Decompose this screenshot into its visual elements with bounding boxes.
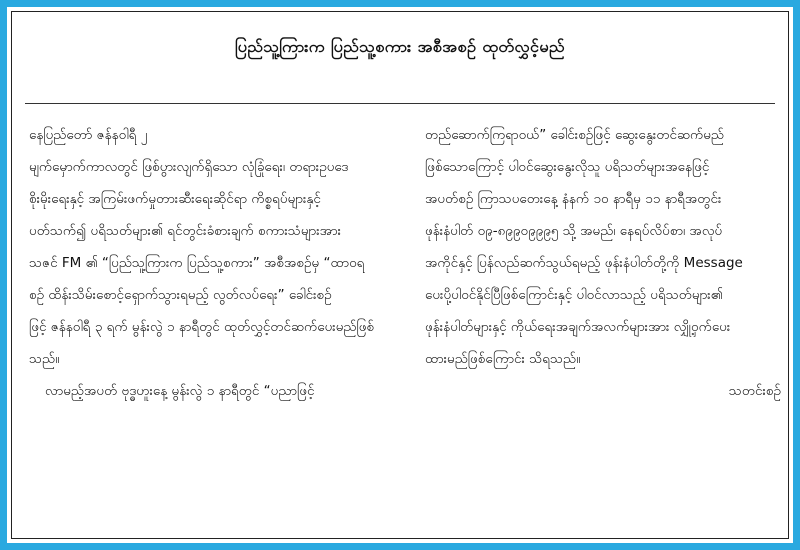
- body-line: ပတ်သက်၍ ပရိသတ်များ၏ ရင်တွင်းခံစားချက် စကားသံများအား: [29, 223, 342, 239]
- body-line: ဖြစ်သောကြောင့် ပါဝင်ဆွေးနွေးလိုသူ ပရိသတ်များအနေဖြင့်: [425, 159, 710, 175]
- body-line: တည်ဆောက်ကြရာဝယ်” ခေါင်းစဉ်ဖြင့် ဆွေးနွေးတင်ဆက်မည်: [425, 127, 724, 143]
- body-line: ပေးပို့ပါဝင်နိုင်ပြီဖြစ်ကြောင်းနှင့် ပါဝင်လာသည့် ပရိသတ်များ၏: [425, 287, 723, 303]
- body-line: မျက်မှောက်ကာလတွင် ဖြစ်ပွားလျက်ရှိသော လုံခြုံရေး၊ တရားဥပဒေ: [29, 159, 349, 175]
- body-line: အကိုင်နှင့် ပြန်လည်ဆက်သွယ်ရမည့် ဖုန်းနံပါတ်တို့ကို Message: [425, 255, 743, 271]
- body-line: ဖုန်းနံပါတ်များနှင့် ကိုယ်ရေးအချက်အလက်များအား လျှို့ဝှက်ပေး: [425, 319, 731, 335]
- article-headline: ပြည်သူ့ကြားက ပြည်သူ့စကား အစီအစဉ် ထုတ်လွှင့်မည်: [235, 37, 565, 56]
- body-line: စဉ် ထိန်းသိမ်းစောင့်ရှောက်သွားရမည့် လွတ်လပ်ရေး” ခေါင်းစဉ်: [29, 287, 332, 303]
- body-line: လာမည့်အပတ် ဗုဒ္ဓဟူးနေ့ မွန်းလွဲ ၁ နာရီတွင် “ပညာဖြင့်: [45, 383, 315, 399]
- body-line: အပတ်စဉ် ကြာသပတေးနေ့ နံနက် ၁၀ နာရီမှ ၁၁ နာရီအတွင်း: [425, 191, 722, 207]
- body-line: ထားမည်ဖြစ်ကြောင်း သိရသည်။: [425, 351, 581, 367]
- body-line: သဇင် FM ၏ “ပြည်သူ့ကြားက ပြည်သူ့စကား” အစီအစဉ်မှ “ထာဝရ: [29, 255, 365, 271]
- dateline: နေပြည်တော် ဇန်နဝါရီ ၂: [29, 127, 148, 143]
- body-line: ဖြင့် ဇန်နဝါရီ ၃ ရက် မွန်းလွဲ ၁ နာရီတွင် ထုတ်လွှင့်တင်ဆက်ပေးမည်ဖြစ်: [29, 319, 375, 335]
- article-column-left: [29, 119, 389, 407]
- headline-divider: [25, 103, 775, 104]
- article-column-right: [425, 119, 787, 407]
- body-line: ဖုန်းနံပါတ် ၀၉-၈၉၉၀၉၉၉၅ သို့ အမည်၊ နေရပ်လိပ်စာ၊ အလုပ်: [425, 223, 723, 239]
- body-line: စိုးမိုးရေးနှင့် အကြမ်းဖက်မှုတားဆီးရေးဆိုင်ရာ ကိစ္စရပ်များနှင့်: [29, 191, 321, 207]
- body-line: သည်။: [29, 351, 60, 367]
- article-credit: သတင်းစဉ်: [728, 383, 781, 399]
